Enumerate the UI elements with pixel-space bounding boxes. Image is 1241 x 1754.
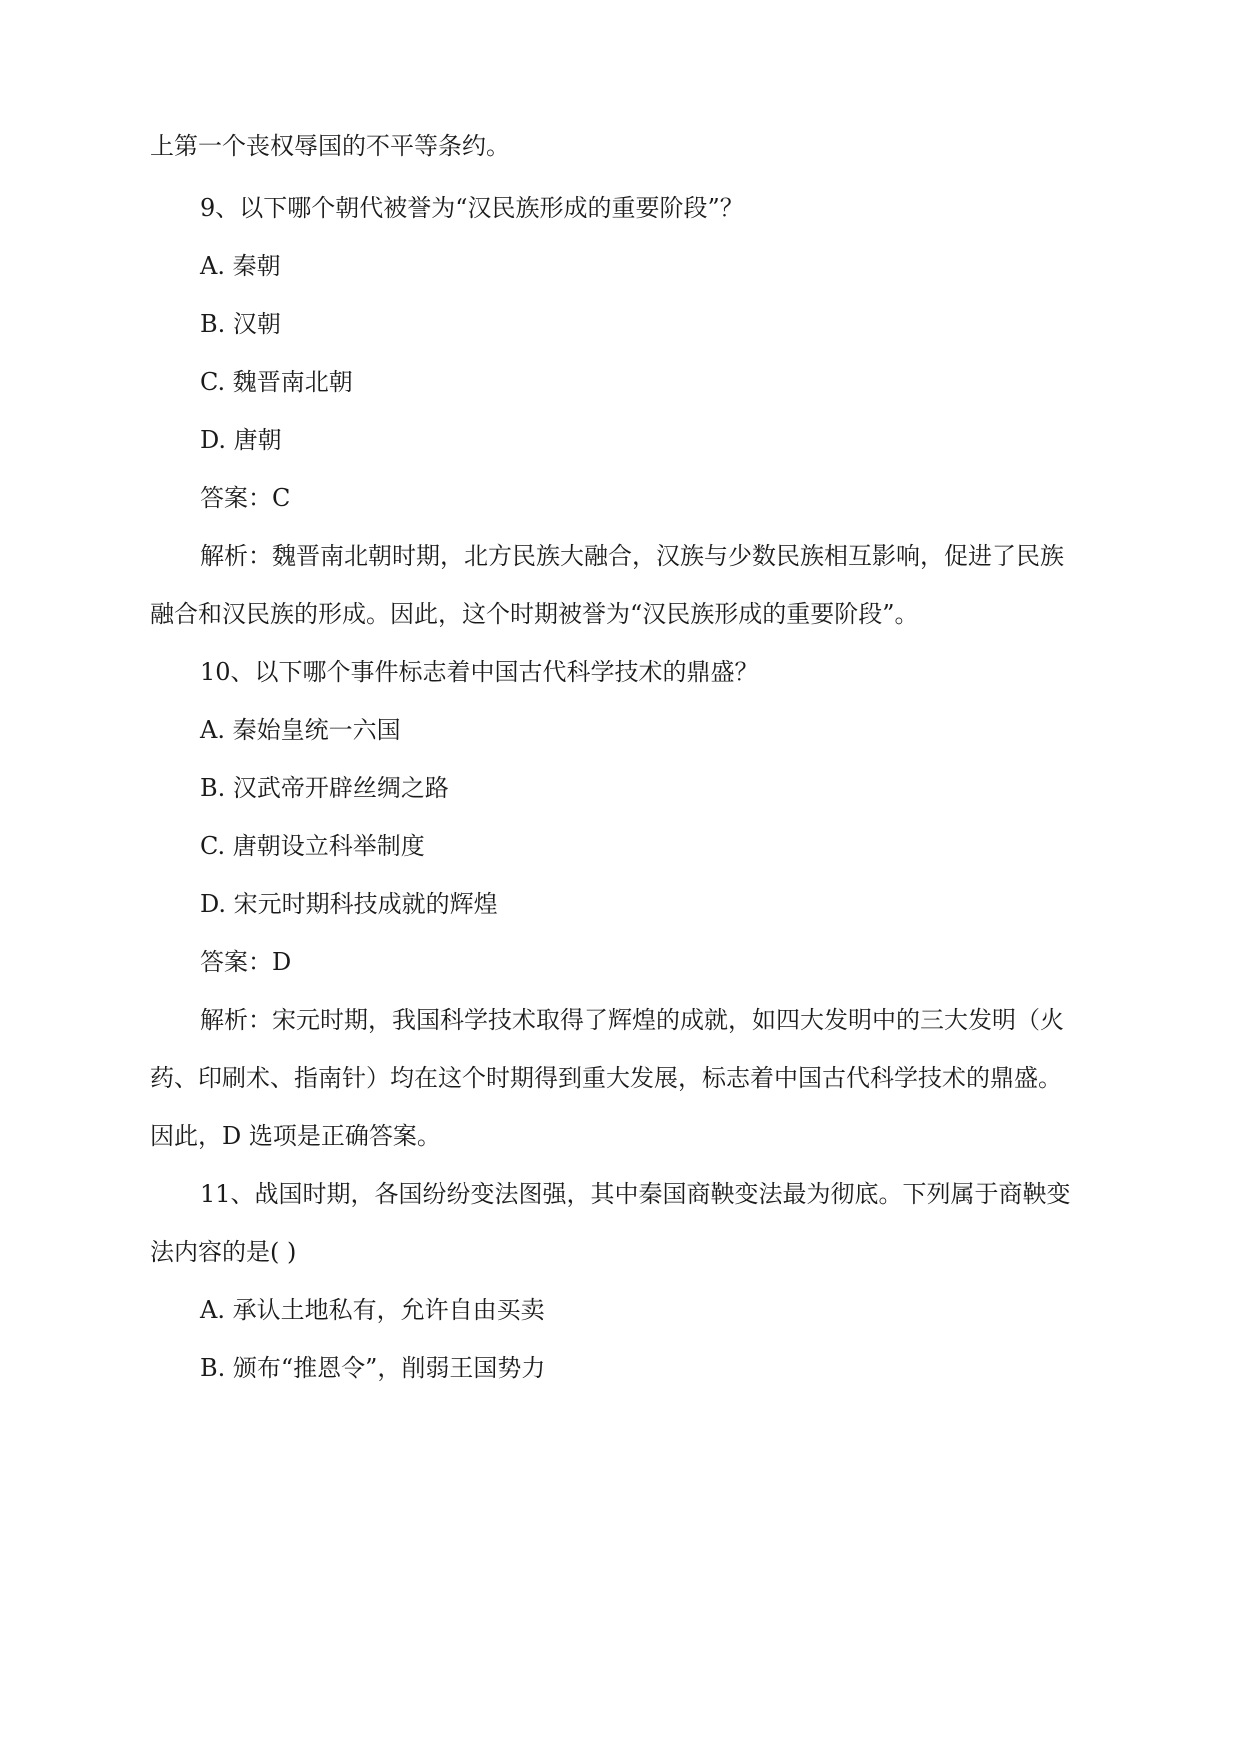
- q10-option-a: A. 秦始皇统一六国: [200, 716, 401, 744]
- intro-line: 上第一个丧权辱国的不平等条约。: [150, 132, 510, 160]
- q10-option-b: B. 汉武帝开辟丝绸之路: [200, 774, 449, 802]
- q10-explanation-line-3: 因此，D 选项是正确答案。: [150, 1122, 441, 1150]
- q9-answer: 答案：C: [200, 484, 291, 512]
- q10-option-c: C. 唐朝设立科举制度: [200, 832, 425, 860]
- q10-option-d: D. 宋元时期科技成就的辉煌: [200, 890, 498, 918]
- q11-option-a: A. 承认土地私有，允许自由买卖: [200, 1296, 545, 1324]
- q10-answer: 答案：D: [200, 948, 292, 976]
- q9-explanation-line-1: 解析：魏晋南北朝时期，北方民族大融合，汉族与少数民族相互影响，促进了民族: [200, 542, 1064, 570]
- question-10: 10、以下哪个事件标志着中国古代科学技术的鼎盛？: [200, 658, 759, 686]
- q9-option-a: A. 秦朝: [200, 252, 281, 280]
- question-11-line-2: 法内容的是( ): [150, 1238, 297, 1266]
- q9-option-d: D. 唐朝: [200, 426, 282, 454]
- question-11-line-1: 11、战国时期，各国纷纷变法图强，其中秦国商鞅变法最为彻底。下列属于商鞅变: [200, 1180, 1071, 1208]
- q9-explanation-line-2: 融合和汉民族的形成。因此，这个时期被誉为“汉民族形成的重要阶段”。: [150, 600, 919, 628]
- question-9: 9、以下哪个朝代被誉为“汉民族形成的重要阶段”？: [200, 194, 744, 222]
- q10-explanation-line-1: 解析：宋元时期，我国科学技术取得了辉煌的成就，如四大发明中的三大发明（火: [200, 1006, 1064, 1034]
- q10-explanation-line-2: 药、印刷术、指南针）均在这个时期得到重大发展，标志着中国古代科学技术的鼎盛。: [150, 1064, 1062, 1092]
- q9-option-c: C. 魏晋南北朝: [200, 368, 353, 396]
- q11-option-b: B. 颁布“推恩令”，削弱王国势力: [200, 1354, 546, 1382]
- q9-option-b: B. 汉朝: [200, 310, 281, 338]
